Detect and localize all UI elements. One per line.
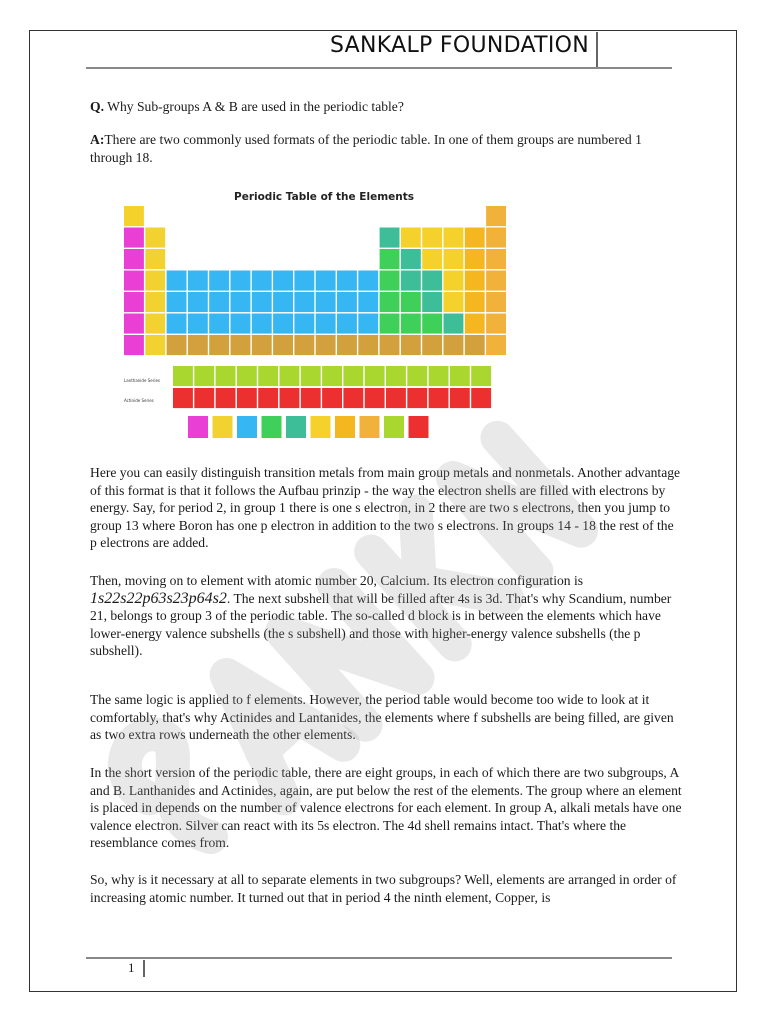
actinide-cell — [471, 388, 491, 408]
question-prefix: Q. — [90, 99, 104, 114]
lanthanide-cell — [280, 366, 300, 386]
paragraph-aufbau — [90, 464, 682, 552]
element-cell — [124, 206, 144, 226]
paragraph-aufbau-text: Here you can easily distinguish transition metals from main group metals and nonmetals. Another advantage of this format is that it follows the Aufbau prinzip - the way the electron shells are filled with electrons by energy. Say, for period 2, in group 1 there is one s electron, in 2 there are two s electrons, then you jump to group 13 where Boron has one p electron in addition to the two s electrons. In groups 14 - 18 the rest of the p electrons are added. — [90, 465, 681, 551]
element-cell — [188, 335, 208, 355]
element-cell — [145, 228, 165, 248]
paragraph-calcium — [90, 572, 682, 660]
element-cell — [486, 292, 506, 312]
legend-swatch — [311, 416, 331, 438]
element-cell — [188, 292, 208, 312]
element-cell — [337, 271, 357, 291]
element-cell — [401, 271, 421, 291]
element-cell — [401, 314, 421, 334]
element-cell — [444, 335, 464, 355]
lanthanide-cell — [429, 366, 449, 386]
element-cell — [209, 271, 229, 291]
element-cell — [444, 314, 464, 334]
element-cell — [444, 271, 464, 291]
actinide-cell — [280, 388, 300, 408]
actinide-cell — [301, 388, 321, 408]
legend-swatch — [335, 416, 355, 438]
element-cell — [167, 335, 187, 355]
element-cell — [316, 271, 336, 291]
element-cell — [465, 228, 485, 248]
actinide-cell — [386, 388, 406, 408]
element-cell — [465, 335, 485, 355]
element-cell — [465, 292, 485, 312]
element-cell — [486, 271, 506, 291]
periodic-table-title: Periodic Table of the Elements — [234, 191, 414, 203]
element-cell — [444, 249, 464, 269]
element-cell — [337, 335, 357, 355]
element-cell — [358, 271, 378, 291]
electron-configuration: 1s22s22p63s23p64s2 — [90, 589, 227, 607]
legend-swatch — [188, 416, 208, 438]
element-cell — [188, 271, 208, 291]
element-cell — [422, 314, 442, 334]
element-cell — [444, 228, 464, 248]
footer-divider — [143, 960, 145, 977]
element-cell — [358, 292, 378, 312]
element-cell — [380, 292, 400, 312]
element-cell — [273, 335, 293, 355]
element-cell — [316, 314, 336, 334]
element-cell — [401, 292, 421, 312]
paragraph-subgroups — [90, 871, 682, 906]
element-cell — [294, 314, 314, 334]
element-cell — [401, 249, 421, 269]
element-cell — [145, 249, 165, 269]
answer-prefix: A: — [90, 132, 105, 147]
element-cell — [273, 292, 293, 312]
element-cell — [145, 271, 165, 291]
page-number: 1 — [128, 960, 135, 975]
element-cell — [337, 292, 357, 312]
paragraph-f-elements — [90, 691, 682, 744]
paragraph-calcium-start: Then, moving on to element with atomic number 20, Calcium. Its electron configuration is — [90, 573, 584, 588]
actinide-cell — [216, 388, 236, 408]
actinide-cell — [450, 388, 470, 408]
element-cell — [124, 271, 144, 291]
element-cell — [252, 335, 272, 355]
element-cell — [252, 271, 272, 291]
question — [90, 98, 682, 116]
element-cell — [124, 249, 144, 269]
element-cell — [124, 314, 144, 334]
actinide-cell — [407, 388, 427, 408]
element-cell — [486, 314, 506, 334]
element-cell — [273, 271, 293, 291]
element-cell — [167, 292, 187, 312]
element-cell — [380, 249, 400, 269]
element-cell — [145, 292, 165, 312]
element-cell — [294, 271, 314, 291]
lanthanide-cell — [471, 366, 491, 386]
paragraph-short-version — [90, 764, 682, 852]
header-divider — [596, 32, 598, 68]
element-cell — [422, 271, 442, 291]
element-cell — [401, 335, 421, 355]
element-cell — [358, 335, 378, 355]
element-cell — [380, 228, 400, 248]
paragraph-calcium-rest: . The next subshell that will be filled after 4s is 3d. That's why Scandium, number 21, belongs to group 3 of the periodic table. The so-called d block is in between the elements which have lower-energy valence subshells (the s subshell) and those with higher-energy valence subshells (the p subshell). — [90, 590, 672, 659]
element-cell — [209, 335, 229, 355]
actinide-cell — [365, 388, 385, 408]
lanthanide-cell — [237, 366, 257, 386]
legend-swatch — [360, 416, 380, 438]
element-cell — [422, 335, 442, 355]
lanthanide-cell — [343, 366, 363, 386]
header-rule — [86, 67, 672, 69]
element-cell — [124, 335, 144, 355]
element-cell — [422, 292, 442, 312]
element-cell — [231, 314, 251, 334]
element-cell — [444, 292, 464, 312]
actinide-cell — [237, 388, 257, 408]
lanthanide-cell — [301, 366, 321, 386]
paragraph-f-elements-text: The same logic is applied to f elements. However, the period table would become too wide to look at it comfortably, that's why Actinides and Lantanides, the elements where f subshells are being filled, are given as two extra rows underneath the other elements. — [90, 692, 674, 743]
lanthanide-cell — [173, 366, 193, 386]
element-cell — [465, 314, 485, 334]
paragraph-subgroups-text: So, why is it necessary at all to separate elements in two subgroups? Well, elements are arranged in order of increasing atomic number. It turned out that in period 4 the ninth element, Copper, is — [90, 872, 677, 905]
element-cell — [465, 271, 485, 291]
element-cell — [486, 228, 506, 248]
element-cell — [231, 292, 251, 312]
actinide-label: Actinide Series — [124, 398, 154, 403]
element-cell — [124, 292, 144, 312]
footer-rule — [86, 957, 672, 959]
element-cell — [231, 335, 251, 355]
answer-text: There are two commonly used formats of the periodic table. In one of them groups are numbered 1 through 18. — [90, 132, 642, 165]
element-cell — [145, 314, 165, 334]
element-cell — [188, 314, 208, 334]
element-cell — [167, 271, 187, 291]
element-cell — [486, 249, 506, 269]
answer — [90, 131, 682, 166]
element-cell — [252, 314, 272, 334]
element-cell — [486, 335, 506, 355]
lanthanide-cell — [322, 366, 342, 386]
question-text: Why Sub-groups A & B are used in the periodic table? — [103, 99, 404, 114]
element-cell — [422, 249, 442, 269]
element-cell — [167, 314, 187, 334]
actinide-cell — [429, 388, 449, 408]
lanthanide-cell — [365, 366, 385, 386]
actinide-cell — [343, 388, 363, 408]
legend-swatch — [384, 416, 404, 438]
element-cell — [486, 206, 506, 226]
element-cell — [231, 271, 251, 291]
element-cell — [252, 292, 272, 312]
element-cell — [209, 292, 229, 312]
element-cell — [380, 271, 400, 291]
element-cell — [422, 228, 442, 248]
legend-swatch — [237, 416, 257, 438]
legend-swatch — [262, 416, 282, 438]
lanthanide-cell — [194, 366, 214, 386]
lanthanide-cell — [450, 366, 470, 386]
element-cell — [465, 249, 485, 269]
lanthanide-label: Lanthanide Series — [124, 378, 160, 383]
legend-swatch — [286, 416, 306, 438]
lanthanide-cell — [216, 366, 236, 386]
element-cell — [380, 335, 400, 355]
paragraph-short-version-text: In the short version of the periodic table, there are eight groups, in each of which there are two subgroups, A and B. Lanthanides and Actinides, again, are put below the rest of the elements. The group where an element is placed in depends on the number of valence electrons for each element. In group A, alkali metals have one valence electron. Silver can react with its 5s electron. The 4d shell remains intact. That's where the resemblance comes from. — [90, 765, 682, 851]
actinide-cell — [322, 388, 342, 408]
element-cell — [209, 314, 229, 334]
element-cell — [273, 314, 293, 334]
element-cell — [294, 335, 314, 355]
element-cell — [380, 314, 400, 334]
lanthanide-cell — [258, 366, 278, 386]
element-cell — [124, 228, 144, 248]
legend-swatch — [213, 416, 233, 438]
element-cell — [316, 292, 336, 312]
legend-swatch — [409, 416, 429, 438]
element-cell — [294, 292, 314, 312]
element-cell — [358, 314, 378, 334]
actinide-cell — [194, 388, 214, 408]
lanthanide-cell — [386, 366, 406, 386]
element-cell — [337, 314, 357, 334]
lanthanide-cell — [407, 366, 427, 386]
element-cell — [145, 335, 165, 355]
actinide-cell — [173, 388, 193, 408]
element-cell — [316, 335, 336, 355]
periodic-table-figure — [118, 184, 518, 444]
actinide-cell — [258, 388, 278, 408]
element-cell — [401, 228, 421, 248]
header-title: SANKALP FOUNDATION — [330, 33, 590, 58]
